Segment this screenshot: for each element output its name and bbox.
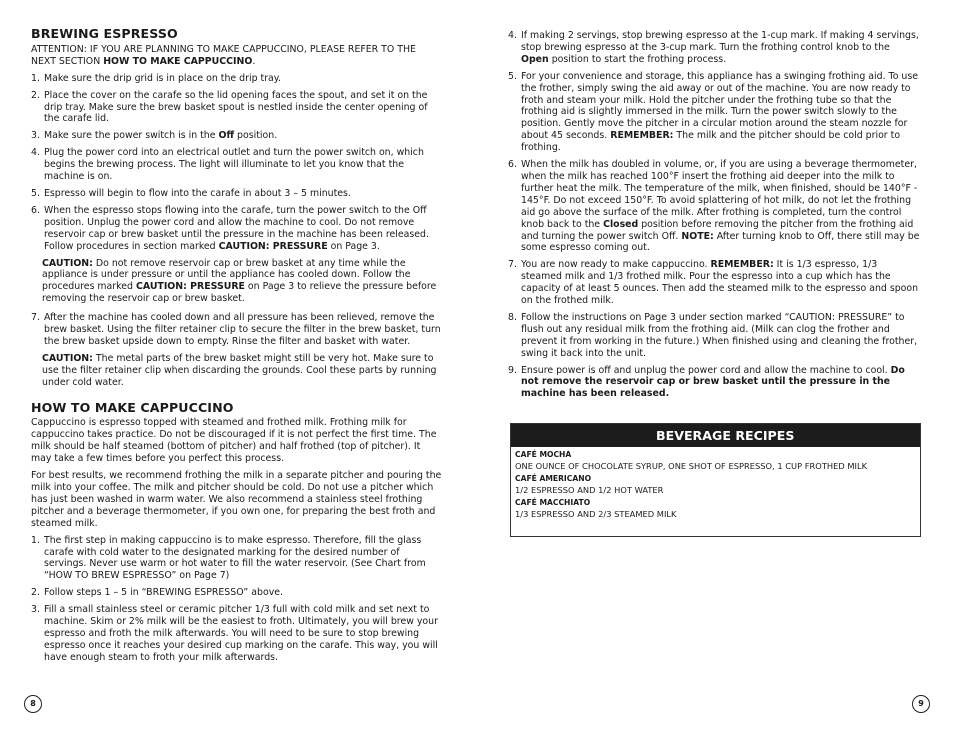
list-item: 3. Fill a small stainless steel or ceramic pitcher 1/3 full with cold milk and set next to machine. Skim or 2% milk will be the easiest to froth. Ultimately, you will brew your espresso and froth the milk afterwards. You will need to be sure to stop brewing espresso once it reaches your desired cup marking on the carafe. This way, you will have enough steam to froth your milk afterwards. bbox=[31, 604, 438, 663]
caution-note: CAUTION: Do not remove reservoir cap or brew basket at any time while the appliance is under pressure or until the appliance has cooled down. Follow the procedures marked CAUTION: PRESSURE on Page 3 to relieve the pressure before removing the reservoir cap or brew basket. bbox=[42, 257, 437, 305]
left-column bbox=[31, 28, 443, 669]
list-item: 3. Make sure the power switch is in the Off position. bbox=[31, 130, 278, 142]
list-item: 6. When the espresso stops flowing into the carafe, turn the power switch to the Off position. Unplug the power cord and allow the machine to cool. Do not remove reservoir cap or brew basket until the pressure in the machine has been released. Follow procedures in section marked CAUTION: PRESSURE on Page 3. bbox=[31, 204, 429, 252]
list-item: 5. Espresso will begin to flow into the carafe in about 3 – 5 minutes. bbox=[31, 187, 351, 199]
cappuccino-steps bbox=[31, 535, 443, 664]
brewing-steps bbox=[31, 73, 443, 253]
paragraph: Cappuccino is espresso topped with steamed and frothed milk. Frothing milk for cappuccino takes practice. Do not be discouraged if it is not perfect the first time. The milk should be half steamed (bottom of pitcher) and half frothed (top of pitcher). It may take a few times before you perfect this process. bbox=[31, 417, 437, 465]
list-item: 2. Place the cover on the carafe so the lid opening faces the spout, and set it on the drip tray. Make sure the brew basket spout is nestled inside the center opening of the carafe lid. bbox=[31, 89, 428, 125]
how-to-make-cappuccino-heading: HOW TO MAKE CAPPUCCINO bbox=[31, 399, 234, 415]
brewing-step-7 bbox=[31, 312, 443, 348]
cappuccino-steps-continued bbox=[508, 30, 920, 400]
attention-note: ATTENTION: IF YOU ARE PLANNING TO MAKE CAPPUCCINO, PLEASE REFER TO THE NEXT SECTION HOW TO MAKE CAPPUCCINO. bbox=[31, 43, 416, 67]
recipe-item bbox=[511, 471, 920, 495]
recipe-description: 1/3 ESPRESSO AND 2/3 STEAMED MILK bbox=[515, 508, 677, 519]
list-item: 5. For your convenience and storage, this appliance has a swinging frothing aid. To use the frother, simply swing the aid away or out of the machine. You are now ready to froth and steam your milk. Hold the pitcher under the frothing tube so that the frothing aid is slightly immersed in the milk. Turn the power switch slowly to the position. Gently move the pitcher in a circular motion around the steam nozzle for about 45 seconds. REMEMBER: The milk and the pitcher should be cold prior to frothing. bbox=[508, 70, 919, 154]
paragraph: For best results, we recommend frothing the milk in a separate pitcher and pouring the milk into your coffee. The milk and pitcher should be cold. Do not use a pitcher which has just been washed in warm water. We also recommend a stainless steel frothing pitcher and a beverage thermometer, if you own one, for preparing the best froth and steamed milk. bbox=[31, 470, 442, 529]
recipe-name: CAFÉ MOCHA bbox=[515, 450, 572, 459]
recipe-description: 1/2 ESPRESSO AND 1/2 HOT WATER bbox=[515, 484, 664, 495]
list-item: 7. After the machine has cooled down and all pressure has been relieved, remove the brew basket. Using the filter retainer clip to secure the filter in the brew basket, turn the brew basket upside down to empty. Rinse the filter and basket with water. bbox=[31, 312, 441, 347]
beverage-recipes-box bbox=[510, 423, 921, 537]
list-item: 1. Make sure the drip grid is in place on the drip tray. bbox=[31, 72, 281, 84]
beverage-recipes-heading: BEVERAGE RECIPES bbox=[511, 424, 920, 447]
recipe-item bbox=[511, 495, 920, 519]
page-number-left: 8 bbox=[24, 695, 42, 713]
page-number-right: 9 bbox=[912, 695, 930, 713]
list-item: 8. Follow the instructions on Page 3 under section marked “CAUTION: PRESSURE” to flush out any residual milk from the frothing aid. (Milk can clog the frother and prevent it from working in the future.) When finished using and cleaning the frother, swing it back into the unit. bbox=[508, 311, 918, 359]
caution-note: CAUTION: The metal parts of the brew basket might still be very hot. Make sure to use the filter retainer clip when discarding the grounds. Cool these parts by running under cold water. bbox=[42, 352, 437, 388]
recipe-name: CAFÉ AMERICANO bbox=[515, 474, 592, 483]
list-item: 7. You are now ready to make cappuccino. REMEMBER: It is 1/3 espresso, 1/3 steamed milk and 1/3 frothed milk. Pour the espresso into a cup which has the capacity of at least 5 ounces. Then add the steamed milk to the espresso and spoon on the frothed milk. bbox=[508, 259, 919, 307]
right-column bbox=[508, 30, 920, 405]
list-item: 4. If making 2 servings, stop brewing espresso at the 1-cup mark. If making 4 servings, stop brewing espresso at the 3-cup mark. Turn the frothing control knob to the Open position to start the frothing process. bbox=[508, 30, 919, 65]
brewing-espresso-heading: BREWING ESPRESSO bbox=[31, 26, 178, 41]
recipe-description: ONE OUNCE OF CHOCOLATE SYRUP, ONE SHOT OF ESPRESSO, 1 CUP FROTHED MILK bbox=[515, 460, 868, 471]
list-item: 1. The first step in making cappuccino is to make espresso. Therefore, fill the glass carafe with cold water to the designated marking for the desired number of servings. Never use warm or hot water to fill the water reservoir. (See Chart from “HOW TO BREW ESPRESSO” on Page 7) bbox=[31, 534, 426, 582]
list-item: 4. Plug the power cord into an electrical outlet and turn the power switch on, which begins the brewing process. The light will illuminate to let you know that the machine is on. bbox=[31, 147, 424, 183]
list-item: 6. When the milk has doubled in volume, or, if you are using a beverage thermometer, when the milk has reached 100°F insert the frothing aid deeper into the milk to further heat the milk. The temperature of the milk, when finished, should be 140°F - 145°F. Do not exceed 150°F. To avoid splattering of hot milk, do not let the frothing aid go above the surface of the milk. After frothing is completed, turn the control knob back to the Closed position before removing the pitcher from the frothing aid and turning the power switch Off. NOTE: After turning knob to Off, there still may be some espresso coming out. bbox=[508, 159, 920, 254]
recipe-item bbox=[511, 447, 920, 471]
list-item: 9. Ensure power is off and unplug the power cord and allow the machine to cool. Do not remove the reservoir cap or brew basket until the pressure in the machine has been released. bbox=[508, 364, 905, 400]
recipe-name: CAFÉ MACCHIATO bbox=[515, 498, 591, 507]
list-item: 2. Follow steps 1 – 5 in “BREWING ESPRESSO” above. bbox=[31, 587, 283, 599]
